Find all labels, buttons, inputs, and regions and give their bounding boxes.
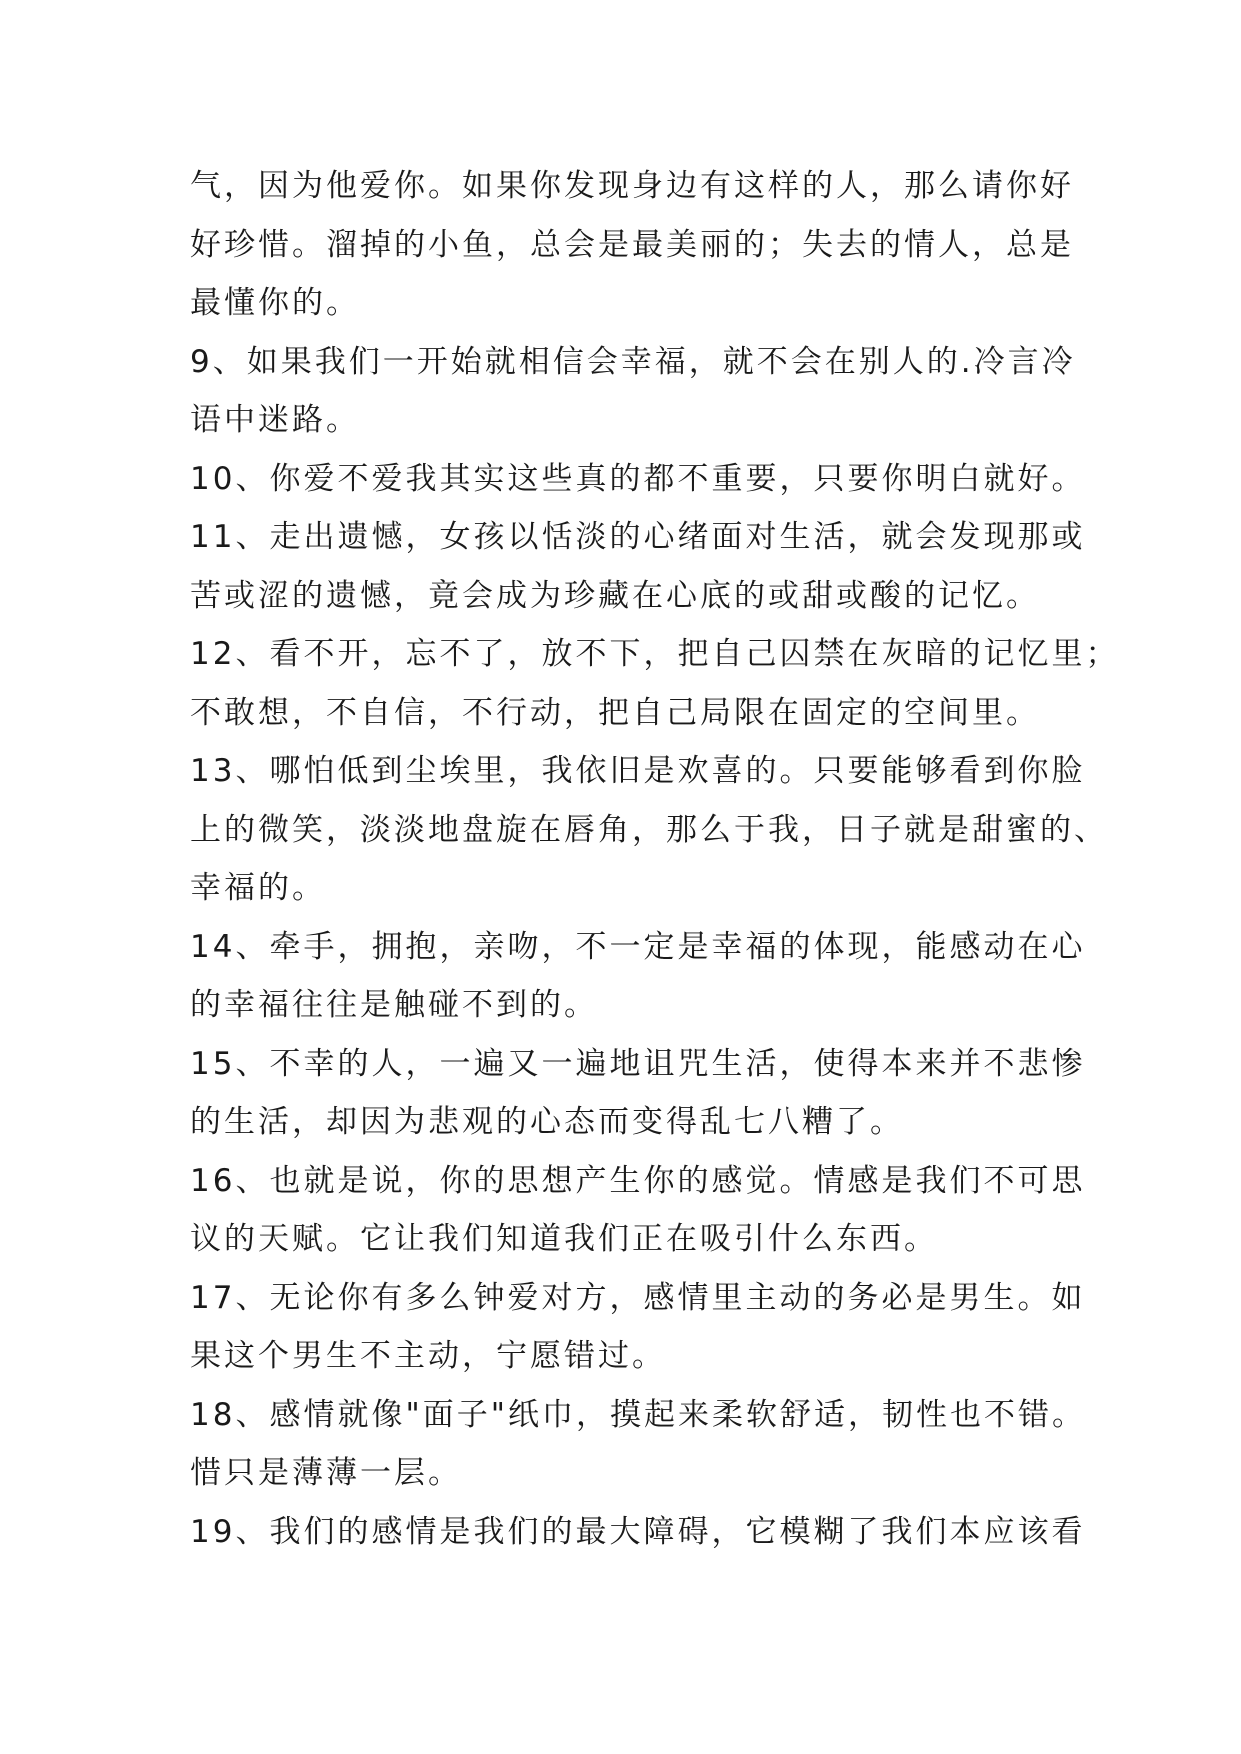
text-line: 幸福的。: [190, 870, 326, 906]
text-line: 10、你爱不爱我其实这些真的都不重要，只要你明白就好。: [190, 460, 1086, 497]
text-line: 好珍惜。溜掉的小鱼，总会是最美丽的；失去的情人，总是: [190, 226, 1074, 263]
text-line: 19、我们的感情是我们的最大障碍，它模糊了我们本应该看: [190, 1513, 1086, 1550]
text-line: 最懂你的。: [190, 285, 360, 321]
text-line: 的幸福往往是触碰不到的。: [190, 987, 598, 1023]
document-body: [190, 157, 1120, 1561]
text-line: 气，因为他爱你。如果你发现身边有这样的人，那么请你好: [190, 168, 1074, 204]
text-line: 的生活，却因为悲观的心态而变得乱七八糟了。: [190, 1104, 904, 1140]
text-line: 12、看不开，忘不了，放不下，把自己囚禁在灰暗的记忆里；: [190, 636, 1120, 672]
text-line: 苦或涩的遗憾，竟会成为珍藏在心底的或甜或酸的记忆。: [190, 577, 1040, 614]
text-line: 上的微笑，淡淡地盘旋在唇角，那么于我，日子就是甜蜜的、: [190, 811, 1108, 848]
text-line: 13、哪怕低到尘埃里，我依旧是欢喜的。只要能够看到你脸: [190, 753, 1086, 789]
text-line: 语中迷路。: [190, 402, 360, 438]
text-line: 16、也就是说，你的思想产生你的感觉。情感是我们不可思: [190, 1162, 1086, 1199]
text-line: 果这个男生不主动，宁愿错过。: [190, 1338, 666, 1374]
text-line: 惜只是薄薄一层。: [190, 1455, 462, 1491]
text-line: 9、如果我们一开始就相信会幸福，就不会在别人的.冷言冷: [190, 343, 1076, 380]
text-line: 不敢想，不自信，不行动，把自己局限在固定的空间里。: [190, 694, 1040, 731]
text-line: 15、不幸的人，一遍又一遍地诅咒生活，使得本来并不悲惨: [190, 1045, 1086, 1082]
text-line: 18、感情就像"面子"纸巾，摸起来柔软舒适，韧性也不错。: [190, 1396, 1086, 1433]
text-line: 议的天赋。它让我们知道我们正在吸引什么东西。: [190, 1221, 938, 1257]
text-line: 11、走出遗憾，女孩以恬淡的心绪面对生活，就会发现那或: [190, 519, 1086, 555]
text-line: 17、无论你有多么钟爱对方，感情里主动的务必是男生。如: [190, 1279, 1086, 1316]
text-line: 14、牵手，拥抱，亲吻，不一定是幸福的体现，能感动在心: [190, 928, 1086, 965]
